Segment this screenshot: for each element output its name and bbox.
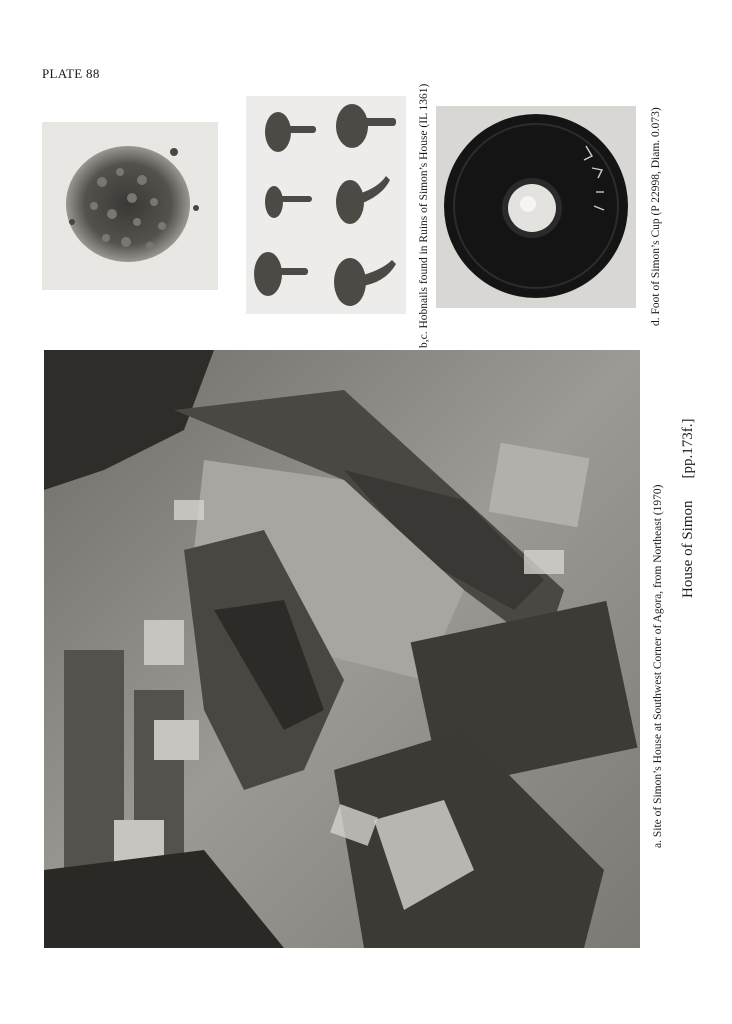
- caption-d: d. Foot of Simon’s Cup (P 22998, Diam. 0.073): [650, 107, 662, 326]
- caption-a: a. Site of Simon’s House at Southwest Corner of Agora, from Northeast (1970): [652, 484, 664, 848]
- plate-title-text: House of Simon: [680, 500, 696, 598]
- hobnail-pile-photo: [42, 122, 218, 290]
- excavation-site-photo: [44, 350, 640, 948]
- plate-label: PLATE 88: [42, 66, 100, 81]
- caption-bc: b,c. Hobnails found in Ruins of Simon’s House (IL 1361): [418, 83, 430, 348]
- page-reference: [pp.173f.]: [680, 418, 696, 479]
- plate-title: [680, 397, 697, 599]
- cup-foot-photo: [436, 106, 636, 308]
- hobnails-photo: [246, 96, 406, 314]
